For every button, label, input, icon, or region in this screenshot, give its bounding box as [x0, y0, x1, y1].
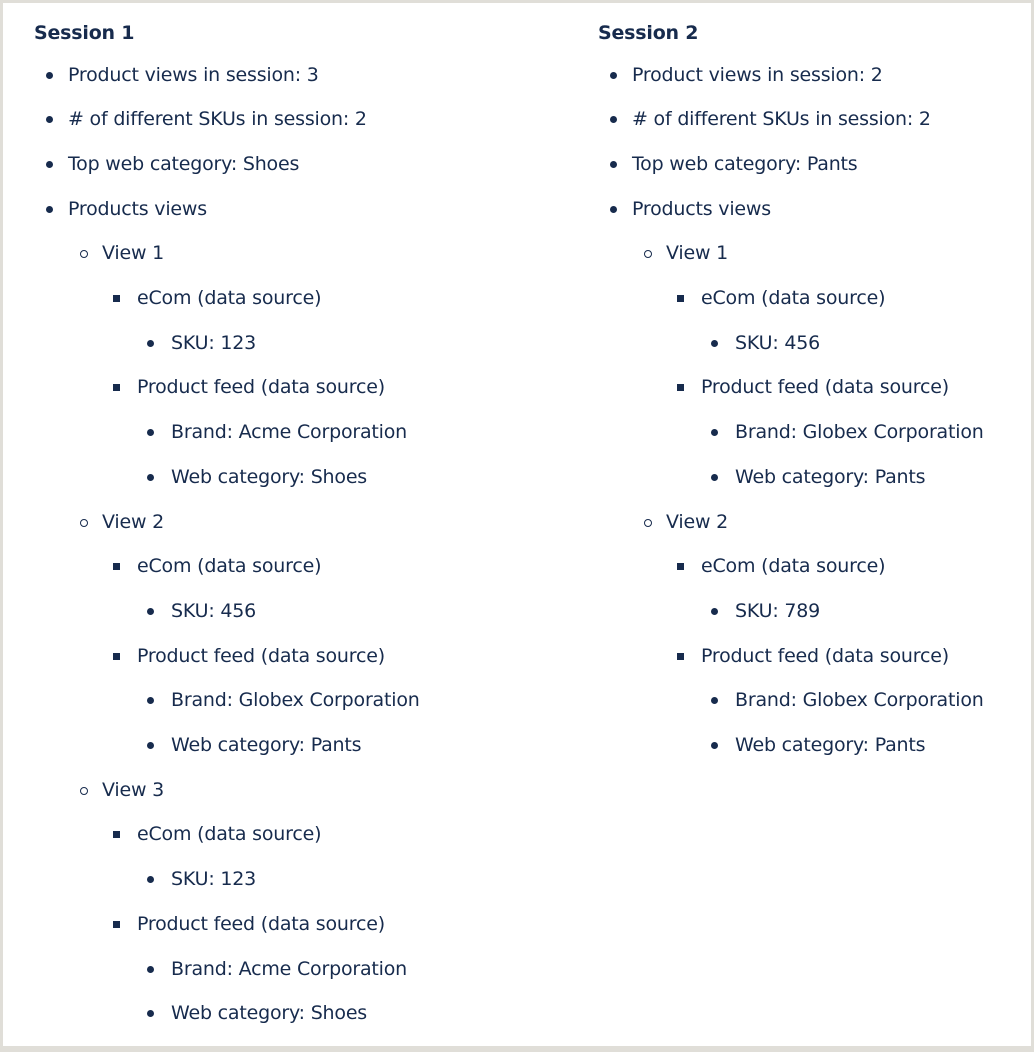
summary-item [34, 151, 514, 177]
web-category-item-text: Web category: Shoes [171, 1002, 368, 1025]
square-bullet-icon [113, 563, 120, 570]
data-source-product-feed-text: Product feed (data source) [701, 644, 949, 667]
sku-item [598, 330, 1034, 356]
brand-item [34, 687, 514, 713]
web-category-item [34, 1000, 514, 1026]
disc-bullet-icon [46, 116, 53, 123]
brand-item-text: Brand: Globex Corporation [171, 689, 420, 712]
web-category-item [34, 464, 514, 490]
web-category-item [34, 732, 514, 758]
disc-bullet-icon [711, 474, 718, 481]
sku-item-text: SKU: 123 [171, 331, 257, 354]
brand-item [34, 956, 514, 982]
data-source-ecom-text: eCom (data source) [137, 287, 322, 309]
summary-item [598, 62, 1034, 88]
brand-item-text: Brand: Globex Corporation [735, 421, 984, 444]
summary-item [34, 196, 514, 222]
summary-item-text: Top web category: Shoes [68, 152, 300, 175]
session-title: Session 1 [34, 22, 135, 44]
sku-item [34, 866, 514, 892]
disc-bullet-icon [46, 72, 53, 79]
disc-bullet-icon [46, 161, 53, 168]
disc-bullet-icon [147, 876, 154, 883]
web-category-item-text: Web category: Pants [171, 734, 362, 756]
square-bullet-icon [113, 653, 120, 660]
sku-item-text: SKU: 456 [171, 599, 257, 622]
data-source-ecom-text: eCom (data source) [701, 287, 886, 309]
square-bullet-icon [677, 653, 684, 660]
data-source-product-feed [34, 374, 514, 400]
data-source-ecom-text: eCom (data source) [701, 555, 886, 578]
view-item [598, 240, 1034, 266]
summary-item-text: Product views in session: 2 [632, 63, 883, 86]
circle-bullet-icon [644, 250, 652, 258]
brand-item [598, 687, 1034, 713]
disc-bullet-icon [610, 72, 617, 79]
disc-bullet-icon [147, 429, 154, 436]
brand-item-text: Brand: Globex Corporation [735, 689, 984, 712]
circle-bullet-icon [80, 787, 88, 795]
disc-bullet-icon [147, 742, 154, 749]
data-source-ecom [34, 553, 514, 579]
summary-item-text: # of different SKUs in session: 2 [632, 108, 931, 131]
summary-item [598, 106, 1034, 132]
view-item-text: View 2 [102, 510, 165, 533]
data-source-ecom [598, 553, 1034, 579]
circle-bullet-icon [80, 250, 88, 258]
view-item [34, 509, 514, 535]
sku-item-text: SKU: 789 [735, 599, 821, 622]
sku-item-text: SKU: 123 [171, 868, 257, 891]
disc-bullet-icon [610, 161, 617, 168]
view-item-text: View 3 [102, 778, 165, 801]
data-source-product-feed [598, 643, 1034, 669]
brand-item [34, 419, 514, 445]
summary-item-text: Products views [632, 197, 771, 220]
disc-bullet-icon [711, 340, 718, 347]
web-category-item-text: Web category: Shoes [171, 465, 368, 488]
disc-bullet-icon [147, 608, 154, 615]
view-item-text: View 1 [102, 242, 165, 265]
summary-item-text: # of different SKUs in session: 2 [68, 108, 367, 131]
disc-bullet-icon [711, 608, 718, 615]
summary-item [34, 106, 514, 132]
disc-bullet-icon [711, 742, 718, 749]
view-item [598, 509, 1034, 535]
view-item [34, 240, 514, 266]
data-source-ecom-text: eCom (data source) [137, 823, 322, 846]
disc-bullet-icon [610, 206, 617, 213]
disc-bullet-icon [147, 340, 154, 347]
data-source-product-feed [34, 911, 514, 937]
web-category-item-text: Web category: Pants [735, 465, 926, 488]
web-category-item-text: Web category: Pants [735, 734, 926, 756]
disc-bullet-icon [610, 116, 617, 123]
disc-bullet-icon [711, 697, 718, 704]
circle-bullet-icon [644, 519, 652, 527]
data-source-product-feed [598, 374, 1034, 400]
disc-bullet-icon [147, 1010, 154, 1017]
view-item-text: View 1 [666, 242, 729, 265]
square-bullet-icon [113, 921, 120, 928]
square-bullet-icon [113, 384, 120, 391]
data-source-product-feed-text: Product feed (data source) [137, 376, 385, 399]
data-source-ecom [34, 821, 514, 847]
data-source-product-feed-text: Product feed (data source) [701, 376, 949, 399]
circle-bullet-icon [80, 519, 88, 527]
data-source-ecom-text: eCom (data source) [137, 555, 322, 578]
disc-bullet-icon [46, 206, 53, 213]
square-bullet-icon [113, 831, 120, 838]
square-bullet-icon [677, 384, 684, 391]
summary-item-text: Product views in session: 3 [68, 63, 319, 86]
summary-item-text: Products views [68, 197, 207, 220]
data-source-ecom [598, 285, 1034, 311]
disc-bullet-icon [711, 429, 718, 436]
summary-item [598, 151, 1034, 177]
data-source-ecom [34, 285, 514, 311]
brand-item-text: Brand: Acme Corporation [171, 957, 408, 980]
web-category-item [598, 464, 1034, 490]
square-bullet-icon [677, 295, 684, 302]
web-category-item [598, 732, 1034, 758]
square-bullet-icon [113, 295, 120, 302]
disc-bullet-icon [147, 966, 154, 973]
data-source-product-feed-text: Product feed (data source) [137, 644, 385, 667]
sku-item [598, 598, 1034, 624]
square-bullet-icon [677, 563, 684, 570]
data-source-product-feed-text: Product feed (data source) [137, 912, 385, 935]
brand-item [598, 419, 1034, 445]
document-panel [3, 3, 1031, 1046]
disc-bullet-icon [147, 697, 154, 704]
sku-item [34, 598, 514, 624]
summary-item [34, 62, 514, 88]
summary-item-text: Top web category: Pants [632, 152, 858, 175]
sku-item [34, 330, 514, 356]
summary-item [598, 196, 1034, 222]
disc-bullet-icon [147, 474, 154, 481]
view-item [34, 777, 514, 803]
view-item-text: View 2 [666, 510, 729, 533]
data-source-product-feed [34, 643, 514, 669]
brand-item-text: Brand: Acme Corporation [171, 421, 408, 444]
sku-item-text: SKU: 456 [735, 331, 821, 354]
session-title: Session 2 [598, 22, 699, 44]
